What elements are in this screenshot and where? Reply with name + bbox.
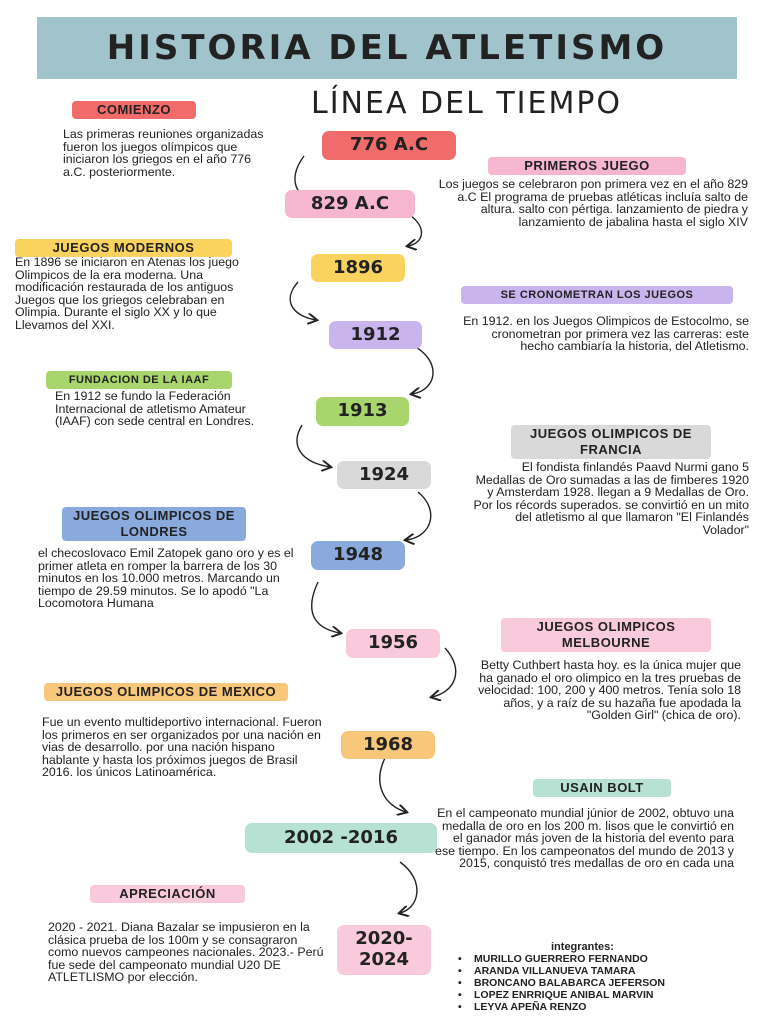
label-londres: JUEGOS OLIMPICOS DE LONDRES [62,507,246,541]
label-mexico: JUEGOS OLIMPICOS DE MEXICO [44,683,288,701]
label-melbourne: JUEGOS OLIMPICOS MELBOURNE [501,618,711,652]
bullet-icon: • [458,989,462,1001]
member-item: • BRONCANO BALABARCA JEFERSON [458,977,665,989]
year-badge-2020-2024: 2020- 2024 [337,925,431,975]
year-badge-1956: 1956 [346,629,440,658]
arrow-2002-to-2020 [400,862,417,913]
label-juegos-modernos: JUEGOS MODERNOS [15,239,232,257]
arrow-1913-to-1924 [297,425,330,467]
desc-apreciacion: 2020 - 2021. Diana Bazalar se impusieron en la clásica prueba de los 100m y se consagraron como nuevos campeones nacionales. 2023.- Perú fue sede del campeonato mundial U20 DE ATLETLISMO por elección. [48,920,324,985]
label-cronometran: SE CRONOMETRAN LOS JUEGOS [461,286,733,304]
member-item: • LEYVA APEÑA RENZO [458,1001,587,1013]
bullet-icon: • [458,1001,462,1013]
member-item: • ARANDA VILLANUEVA TAMARA [458,965,636,977]
members-title: integrantes: [551,941,614,953]
desc-cronometran: En 1912. en los Juegos Olimpicos de Estocolmo, se cronometran por primera vez las carreras: este hecho cambiaría la historia, del Atletismo. [463,314,749,354]
bullet-icon: • [458,965,462,977]
year-badge-1896: 1896 [311,254,405,282]
desc-mexico: Fue un evento multideportivo internacional. Fueron los primeros en ser organizados por una nación en vias de desarrollo. por una nación hispano hablante y hasta los próximos juegos de Brasil 2016. los únicos Latinoamérica. [42,715,322,780]
arrow-1896-to-1912 [290,282,316,320]
desc-primeros-juego: Los juegos se celebraron pon primera vez en el año 829 a.C El programa de pruebas atléticas incluía salto de altura. salto con pértiga. lanzamiento de piedra y lanzamiento de jabalina hasta el siglo XIV [438,177,748,229]
year-badge-776: 776 A.C [322,131,456,160]
arrow-1924-to-1948 [406,492,431,540]
year-badge-2002-2016: 2002 -2016 [245,823,437,853]
year-badge-1912: 1912 [329,321,422,349]
bullet-icon: • [458,953,462,965]
desc-melbourne: Betty Cuthbert hasta hoy. es la única mujer que ha ganado el oro olimpico en la tres pruebas de velocidad: 100, 200 y 400 metros. Tenía solo 18 años, y a raíz de su hazaña fue apodada la "Golden Girl" (chica de oro). [478,658,741,723]
year-badge-1968: 1968 [341,731,435,759]
label-usain-bolt: USAIN BOLT [533,779,671,797]
year-badge-1948: 1948 [311,541,405,570]
arrow-1912-to-1913 [412,345,433,394]
year-badge-1924: 1924 [337,461,431,489]
arrow-1948-to-1956 [312,582,340,633]
desc-londres: el checoslovaco Emil Zatopek gano oro y es el primer atleta en romper la barrera de los 30 minutos en los 10.000 metros. Marcando un tiempo de 29.59 minutos. Se lo apodó "La Locomotora Humana [38,546,294,611]
label-comienzo: COMIENZO [72,101,196,119]
label-apreciacion: APRECIACIÓN [90,885,245,903]
label-francia: JUEGOS OLIMPICOS DE FRANCIA [511,425,711,459]
member-item: • MURILLO GUERRERO FERNANDO [458,953,648,965]
year-badge-1913: 1913 [316,397,409,426]
desc-comienzo: Las primeras reuniones organizadas fueron los juegos olímpicos que iniciaron los griegos en el año 776 a.C. posteriormente. [63,127,264,179]
arrow-1968-to-2002 [380,758,406,812]
year-badge-829: 829 A.C [285,190,415,218]
page-title: HISTORIA DEL ATLETISMO [106,28,668,68]
bullet-icon: • [458,977,462,989]
label-iaaf: FUNDACION DE LA IAAF [46,371,232,389]
desc-iaaf: En 1912 se fundo la Federación Internacional de atletismo Amateur (IAAF) con sede central en Londres. [55,389,255,429]
members-list [456,953,665,1013]
desc-francia: El fondista finlandés Paavd Nurmi gano 5 Medallas de Oro sumadas a las de fimberes 1920 y Amsterdam 1928. llegan a 9 Medallas de Oro. Por los récords superados. se convirtió en un mito del atletismo al que llamaron "El Finlandés Volador" [473,460,749,537]
page-subtitle: LÍNEA DEL TIEMPO [311,86,623,121]
desc-juegos-modernos: En 1896 se iniciaron en Atenas los juego Olimpicos de la era moderna. Una modificación restaurada de los antiguos Juegos que los griegos celebraban en Olimpia. Durante el siglo XX y lo que Llevamos del XXI. [15,255,239,332]
title-banner [37,17,737,79]
desc-usain-bolt: En el campeonato mundial júnior de 2002, obtuvo una medalla de oro en los 200 m. lisos que le convirtió en el ganador más joven de la historia del evento para ese tiempo. En los campeonatos del mundo de 2013 y 2015, conquistó tres medallas de oro en cada una [435,806,734,871]
label-primeros-juego: PRIMEROS JUEGO [488,157,686,175]
member-item: • LOPEZ ENRRIQUE ANIBAL MARVIN [458,989,654,1001]
